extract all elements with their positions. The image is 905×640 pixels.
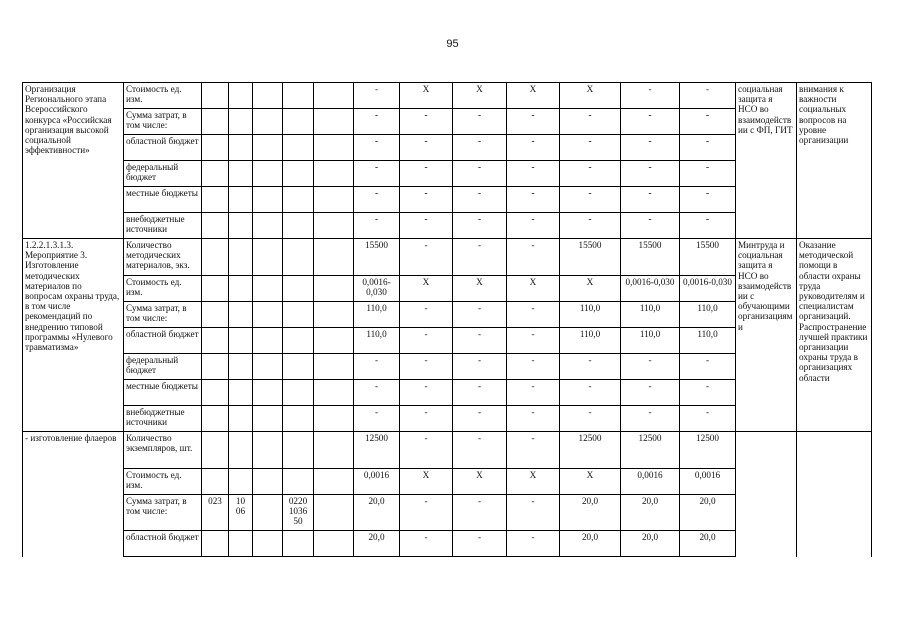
budget-code-cell — [229, 161, 253, 187]
budget-code-cell — [283, 406, 314, 432]
budget-code-cell — [253, 495, 283, 531]
value-cell: - — [453, 239, 507, 276]
value-cell: - — [507, 187, 560, 213]
value-cell: - — [507, 161, 560, 187]
value-cell: - — [621, 213, 680, 239]
value-cell: - — [453, 380, 507, 406]
budget-code-cell: 0220 1036 50 — [283, 495, 314, 531]
indicator-label: областной бюджет — [124, 328, 202, 354]
value-cell: - — [560, 135, 621, 161]
value-cell: - — [507, 531, 560, 557]
value-cell: 110,0 — [560, 302, 621, 328]
budget-code-cell — [283, 109, 314, 135]
budget-code-cell — [253, 276, 283, 302]
value-cell: - — [680, 135, 736, 161]
value-cell: 15500 — [560, 239, 621, 276]
value-cell: - — [400, 380, 453, 406]
value-cell: X — [400, 276, 453, 302]
value-cell: - — [560, 109, 621, 135]
budget-code-cell — [202, 239, 229, 276]
budget-code-cell — [229, 432, 253, 469]
value-cell: - — [354, 109, 400, 135]
value-cell: - — [400, 187, 453, 213]
value-cell: - — [507, 432, 560, 469]
budget-code-cell — [202, 328, 229, 354]
value-cell: - — [400, 135, 453, 161]
budget-code-cell — [253, 380, 283, 406]
value-cell: 15500 — [354, 239, 400, 276]
value-cell: - — [354, 135, 400, 161]
value-cell: - — [621, 187, 680, 213]
budget-code-cell — [202, 469, 229, 495]
value-cell: - — [560, 380, 621, 406]
budget-code-cell — [253, 161, 283, 187]
value-cell: 20,0 — [354, 495, 400, 531]
value-cell: X — [400, 469, 453, 495]
value-cell: - — [507, 302, 560, 328]
budget-code-cell — [314, 469, 354, 495]
budget-code-cell — [229, 239, 253, 276]
value-cell: 110,0 — [680, 302, 736, 328]
value-cell: 0,0016-0,030 — [621, 276, 680, 302]
value-cell: - — [354, 406, 400, 432]
value-cell: - — [453, 531, 507, 557]
budget-code-cell — [229, 302, 253, 328]
indicator-label: Количество экземпляров, шт. — [124, 432, 202, 469]
value-cell: - — [400, 213, 453, 239]
value-cell: 20,0 — [560, 531, 621, 557]
budget-code-cell — [283, 380, 314, 406]
value-cell: - — [400, 406, 453, 432]
indicator-label: федеральный бюджет — [124, 161, 202, 187]
budget-code-cell — [229, 109, 253, 135]
value-cell: 0,0016 — [621, 469, 680, 495]
measure-title: 1.2.2.1.3.1.3. Мероприятие 3. Изготовление методических материалов по вопросам охраны труда, в том числе рекомендаций по внедрению типовой программы «Нулевого травматизма» — [23, 239, 124, 432]
budget-code-cell — [283, 469, 314, 495]
value-cell: X — [560, 83, 621, 109]
budget-code-cell — [229, 83, 253, 109]
value-cell: 110,0 — [621, 302, 680, 328]
value-cell: - — [400, 354, 453, 380]
budget-code-cell — [253, 213, 283, 239]
measure-title: Организация Регионального этапа Всероссийского конкурса «Российская организация высокой социальной эффективности» — [23, 83, 124, 239]
value-cell: - — [621, 406, 680, 432]
budget-code-cell — [314, 302, 354, 328]
budget-table — [22, 82, 872, 557]
value-cell: 12500 — [354, 432, 400, 469]
budget-code-cell — [283, 187, 314, 213]
value-cell: - — [453, 432, 507, 469]
indicator-label: областной бюджет — [124, 135, 202, 161]
budget-code-cell — [314, 213, 354, 239]
budget-code-cell — [283, 328, 314, 354]
table-row — [23, 432, 872, 469]
value-cell: - — [400, 432, 453, 469]
value-cell: - — [680, 109, 736, 135]
budget-code-cell — [253, 109, 283, 135]
value-cell: - — [453, 495, 507, 531]
expected-result-cell — [797, 432, 872, 557]
value-cell: - — [453, 109, 507, 135]
budget-code-cell — [314, 109, 354, 135]
page-number: 95 — [446, 38, 459, 50]
value-cell: 12500 — [680, 432, 736, 469]
value-cell: - — [507, 213, 560, 239]
value-cell: - — [354, 354, 400, 380]
value-cell: - — [453, 135, 507, 161]
value-cell: - — [560, 187, 621, 213]
indicator-label: внебюджетные источники — [124, 213, 202, 239]
value-cell: - — [453, 213, 507, 239]
table-row — [23, 239, 872, 276]
budget-code-cell — [202, 380, 229, 406]
value-cell: 0,0016 — [354, 469, 400, 495]
value-cell: X — [400, 83, 453, 109]
expected-result-cell: Оказание методической помощи в области охраны труда руководителям и специалистам организаций. Распространение лучшей практики организации охраны труда в организациях области — [797, 239, 872, 432]
budget-code-cell — [202, 161, 229, 187]
budget-code-cell — [314, 83, 354, 109]
value-cell: - — [560, 161, 621, 187]
value-cell: - — [507, 406, 560, 432]
budget-code-cell — [202, 135, 229, 161]
value-cell: - — [680, 354, 736, 380]
value-cell: X — [507, 83, 560, 109]
budget-code-cell — [314, 495, 354, 531]
value-cell: - — [453, 406, 507, 432]
budget-code-cell — [314, 406, 354, 432]
indicator-label: федеральный бюджет — [124, 354, 202, 380]
value-cell: 110,0 — [560, 328, 621, 354]
budget-code-cell — [229, 380, 253, 406]
budget-code-cell — [253, 239, 283, 276]
value-cell: - — [400, 239, 453, 276]
budget-code-cell — [314, 380, 354, 406]
budget-code-cell — [253, 135, 283, 161]
budget-code-cell — [229, 213, 253, 239]
budget-code-cell — [202, 432, 229, 469]
budget-code-cell — [202, 302, 229, 328]
value-cell: - — [680, 406, 736, 432]
value-cell: - — [680, 213, 736, 239]
value-cell: - — [354, 380, 400, 406]
value-cell: X — [560, 276, 621, 302]
budget-code-cell — [202, 354, 229, 380]
budget-code-cell — [314, 432, 354, 469]
budget-code-cell — [314, 354, 354, 380]
executor-cell — [736, 432, 797, 557]
budget-code-cell — [202, 109, 229, 135]
value-cell: - — [400, 302, 453, 328]
value-cell: 110,0 — [680, 328, 736, 354]
indicator-label: Сумма затрат, в том числе: — [124, 495, 202, 531]
value-cell: 15500 — [680, 239, 736, 276]
budget-code-cell — [253, 406, 283, 432]
indicator-label: местные бюджеты — [124, 380, 202, 406]
indicator-label: Стоимость ед. изм. — [124, 276, 202, 302]
value-cell: - — [680, 380, 736, 406]
value-cell: - — [621, 161, 680, 187]
indicator-label: Стоимость ед. изм. — [124, 469, 202, 495]
value-cell: - — [621, 109, 680, 135]
executor-cell: Минтруда и социальная защита я НСО во взаимодействии с обучающими организациями — [736, 239, 797, 432]
value-cell: - — [354, 161, 400, 187]
budget-code-cell — [283, 276, 314, 302]
budget-code-cell — [283, 239, 314, 276]
value-cell: - — [680, 187, 736, 213]
budget-code-cell — [283, 354, 314, 380]
value-cell: - — [354, 83, 400, 109]
budget-code-cell — [202, 406, 229, 432]
budget-code-cell — [283, 432, 314, 469]
value-cell: 15500 — [621, 239, 680, 276]
value-cell: X — [507, 276, 560, 302]
budget-code-cell — [283, 213, 314, 239]
budget-code-cell — [314, 239, 354, 276]
value-cell: X — [507, 469, 560, 495]
budget-code-cell: 023 — [202, 495, 229, 531]
budget-code-cell — [283, 83, 314, 109]
budget-code-cell — [229, 406, 253, 432]
value-cell: 20,0 — [680, 495, 736, 531]
budget-code-cell: 10 06 — [229, 495, 253, 531]
indicator-label: областной бюджет — [124, 531, 202, 557]
budget-code-cell — [314, 135, 354, 161]
value-cell: - — [400, 531, 453, 557]
value-cell: - — [621, 135, 680, 161]
value-cell: X — [560, 469, 621, 495]
value-cell: - — [680, 161, 736, 187]
value-cell: - — [507, 495, 560, 531]
value-cell: - — [354, 213, 400, 239]
measure-title: - изготовление флаеров — [23, 432, 124, 557]
table-row — [23, 83, 872, 109]
budget-code-cell — [202, 531, 229, 557]
indicator-label: Сумма затрат, в том числе: — [124, 109, 202, 135]
budget-code-cell — [314, 161, 354, 187]
budget-code-cell — [253, 187, 283, 213]
budget-code-cell — [253, 432, 283, 469]
value-cell: - — [453, 187, 507, 213]
value-cell: - — [400, 328, 453, 354]
budget-code-cell — [202, 187, 229, 213]
value-cell: X — [453, 469, 507, 495]
budget-code-cell — [314, 531, 354, 557]
value-cell: - — [400, 161, 453, 187]
budget-code-cell — [314, 328, 354, 354]
budget-code-cell — [202, 213, 229, 239]
value-cell: - — [400, 495, 453, 531]
value-cell: - — [354, 187, 400, 213]
value-cell: 110,0 — [621, 328, 680, 354]
value-cell: - — [507, 354, 560, 380]
value-cell: - — [507, 239, 560, 276]
budget-code-cell — [229, 187, 253, 213]
budget-code-cell — [229, 276, 253, 302]
value-cell: - — [507, 380, 560, 406]
value-cell: - — [453, 354, 507, 380]
executor-cell: социальная защита я НСО во взаимодействии с ФП, ГИТ — [736, 83, 797, 239]
value-cell: - — [507, 109, 560, 135]
value-cell: - — [560, 406, 621, 432]
value-cell: 20,0 — [621, 495, 680, 531]
value-cell: - — [621, 380, 680, 406]
value-cell: - — [507, 135, 560, 161]
budget-code-cell — [229, 469, 253, 495]
budget-code-cell — [314, 276, 354, 302]
budget-code-cell — [229, 354, 253, 380]
value-cell: 110,0 — [354, 328, 400, 354]
value-cell: - — [560, 354, 621, 380]
indicator-label: местные бюджеты — [124, 187, 202, 213]
indicator-label: Стоимость ед. изм. — [124, 83, 202, 109]
budget-code-cell — [283, 135, 314, 161]
value-cell: - — [621, 83, 680, 109]
budget-code-cell — [253, 469, 283, 495]
budget-code-cell — [253, 354, 283, 380]
budget-code-cell — [253, 328, 283, 354]
value-cell: 20,0 — [560, 495, 621, 531]
value-cell: - — [621, 354, 680, 380]
budget-code-cell — [202, 276, 229, 302]
value-cell: - — [560, 213, 621, 239]
value-cell: - — [680, 83, 736, 109]
value-cell: 20,0 — [680, 531, 736, 557]
budget-code-cell — [253, 302, 283, 328]
budget-code-cell — [229, 135, 253, 161]
value-cell: 0,0016 — [680, 469, 736, 495]
indicator-label: Сумма затрат, в том числе: — [124, 302, 202, 328]
budget-code-cell — [283, 161, 314, 187]
budget-code-cell — [229, 531, 253, 557]
value-cell: 0,0016-0,030 — [680, 276, 736, 302]
value-cell: - — [400, 109, 453, 135]
indicator-label: внебюджетные источники — [124, 406, 202, 432]
budget-code-cell — [253, 531, 283, 557]
budget-code-cell — [314, 187, 354, 213]
value-cell: - — [453, 302, 507, 328]
budget-code-cell — [229, 328, 253, 354]
value-cell: - — [507, 328, 560, 354]
value-cell: 12500 — [621, 432, 680, 469]
budget-code-cell — [253, 83, 283, 109]
value-cell: 20,0 — [354, 531, 400, 557]
value-cell: - — [453, 328, 507, 354]
value-cell: 110,0 — [354, 302, 400, 328]
value-cell: 0,0016-0,030 — [354, 276, 400, 302]
value-cell: - — [453, 161, 507, 187]
value-cell: X — [453, 276, 507, 302]
expected-result-cell: внимания к важности социальных вопросов на уровне организации — [797, 83, 872, 239]
value-cell: 12500 — [560, 432, 621, 469]
value-cell: X — [453, 83, 507, 109]
budget-code-cell — [283, 531, 314, 557]
budget-code-cell — [283, 302, 314, 328]
value-cell: 20,0 — [621, 531, 680, 557]
budget-code-cell — [202, 83, 229, 109]
indicator-label: Количество методических материалов, экз. — [124, 239, 202, 276]
